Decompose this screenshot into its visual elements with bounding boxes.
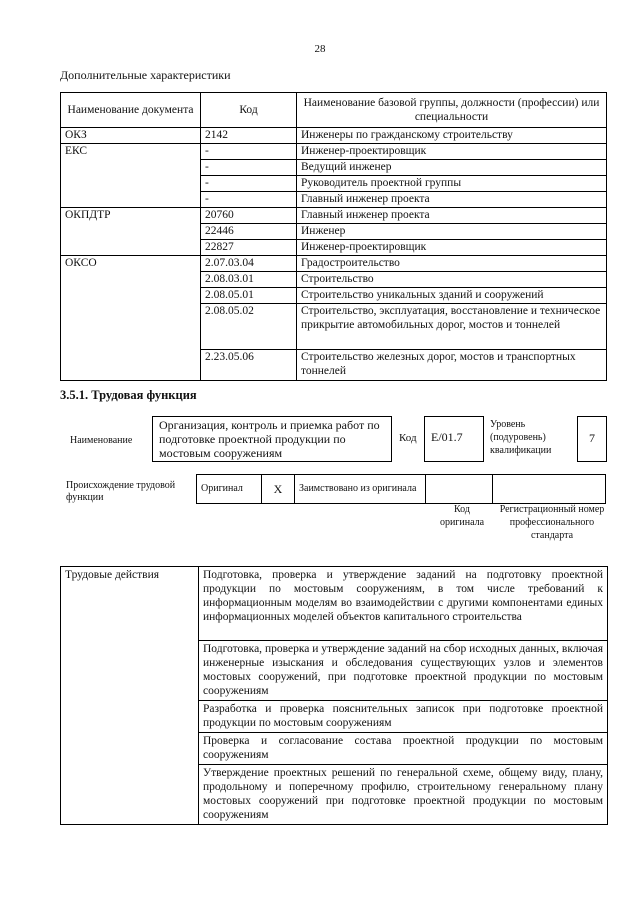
labor-function-heading: 3.5.1. Трудовая функция <box>60 388 197 402</box>
cell-code: 22827 <box>201 240 297 256</box>
cell-code: 2.08.05.02 <box>201 304 297 350</box>
cell-code: 2.07.03.04 <box>201 256 297 272</box>
function-name-value: Организация, контроль и приемка работ по подготовке проектной продукции по мостовым сооружениям <box>152 416 392 462</box>
registration-number-cell <box>493 475 606 504</box>
cell-group: Главный инженер проекта <box>297 208 607 224</box>
cell-group: Ведущий инженер <box>297 160 607 176</box>
cell-group: Инженеры по гражданскому строительству <box>297 128 607 144</box>
labor-action-item: Подготовка, проверка и утверждение заданий на сбор исходных данных, включая инженерные изыскания и обследования существующих узлов и элементов мостовых сооружений, при подготовке проектной продукции по мостовым сооружениям <box>199 641 608 701</box>
cell-group: Строительство железных дорог, мостов и транспортных тоннелей <box>297 350 607 381</box>
cell-group: Главный инженер проекта <box>297 192 607 208</box>
section-title: Дополнительные характеристики <box>60 68 231 82</box>
labor-actions-table <box>60 566 608 825</box>
header-group: Наименование базовой группы, должности (профессии) или специальности <box>297 93 607 128</box>
cell-code: 22446 <box>201 224 297 240</box>
page-number: 28 <box>314 43 326 55</box>
cell-code: - <box>201 192 297 208</box>
cell-group: Инженер-проектировщик <box>297 144 607 160</box>
cell-document: ОКПДТР <box>61 208 201 256</box>
table-row <box>61 144 607 160</box>
labor-action-item: Разработка и проверка пояснительных записок при подготовке проектной продукции по мостовым сооружениям <box>199 701 608 733</box>
origin-row <box>197 475 606 504</box>
table-row <box>61 208 607 224</box>
original-label: Оригинал <box>197 475 262 504</box>
cell-group: Строительство <box>297 272 607 288</box>
code-value: E/01.7 <box>424 416 484 462</box>
qualification-level-value: 7 <box>577 416 607 462</box>
table-header-row <box>61 93 607 128</box>
cell-document: ОКСО <box>61 256 201 381</box>
table-row <box>61 128 607 144</box>
registration-number-caption: Регистрационный номер профессионального стандарта <box>499 504 605 541</box>
characteristics-table <box>60 92 607 381</box>
origin-label: Происхождение трудовой функции <box>66 480 176 503</box>
original-mark: X <box>262 475 295 504</box>
name-label: Наименование <box>70 435 133 446</box>
labor-action-item: Подготовка, проверка и утверждение заданий на подготовку проектной продукции по мостовым сооружениям, в том числе требований к информационным моделям во взаимодействии с другими компонентами единых информационных моделей объектов капитального строительства <box>199 567 608 641</box>
cell-code: 2.08.05.01 <box>201 288 297 304</box>
code-label: Код <box>399 432 417 444</box>
borrowed-label: Заимствовано из оригинала <box>295 475 426 504</box>
origin-table <box>196 474 606 504</box>
cell-group: Руководитель проектной группы <box>297 176 607 192</box>
cell-code: - <box>201 176 297 192</box>
table-row <box>61 256 607 272</box>
original-code-cell <box>426 475 493 504</box>
header-document: Наименование документа <box>61 93 201 128</box>
cell-group: Строительство, эксплуатация, восстановление и техническое прикрытие автомобильных дорог, мостов и тоннелей <box>297 304 607 350</box>
cell-code: 2142 <box>201 128 297 144</box>
cell-group: Инженер <box>297 224 607 240</box>
cell-document: ОКЗ <box>61 128 201 144</box>
cell-group: Градостроительство <box>297 256 607 272</box>
labor-action-item: Проверка и согласование состава проектной продукции по мостовым сооружениям <box>199 733 608 765</box>
cell-code: 20760 <box>201 208 297 224</box>
cell-group: Инженер-проектировщик <box>297 240 607 256</box>
table-row <box>61 567 608 641</box>
cell-group: Строительство уникальных зданий и сооружений <box>297 288 607 304</box>
cell-code: 2.08.03.01 <box>201 272 297 288</box>
original-code-caption: Код оригинала <box>439 504 485 528</box>
cell-code: - <box>201 160 297 176</box>
labor-actions-label: Трудовые действия <box>61 567 199 825</box>
cell-code: 2.23.05.06 <box>201 350 297 381</box>
header-code: Код <box>201 93 297 128</box>
labor-action-item: Утверждение проектных решений по генеральной схеме, общему виду, плану, продольному и поперечному профилю, строительному генеральному плану мостовых сооружений при подготовке проектной продукции по мостовым сооружениям <box>199 765 608 825</box>
qualification-level-label: Уровень (подуровень) квалификации <box>490 419 552 456</box>
cell-code: - <box>201 144 297 160</box>
cell-document: ЕКС <box>61 144 201 208</box>
